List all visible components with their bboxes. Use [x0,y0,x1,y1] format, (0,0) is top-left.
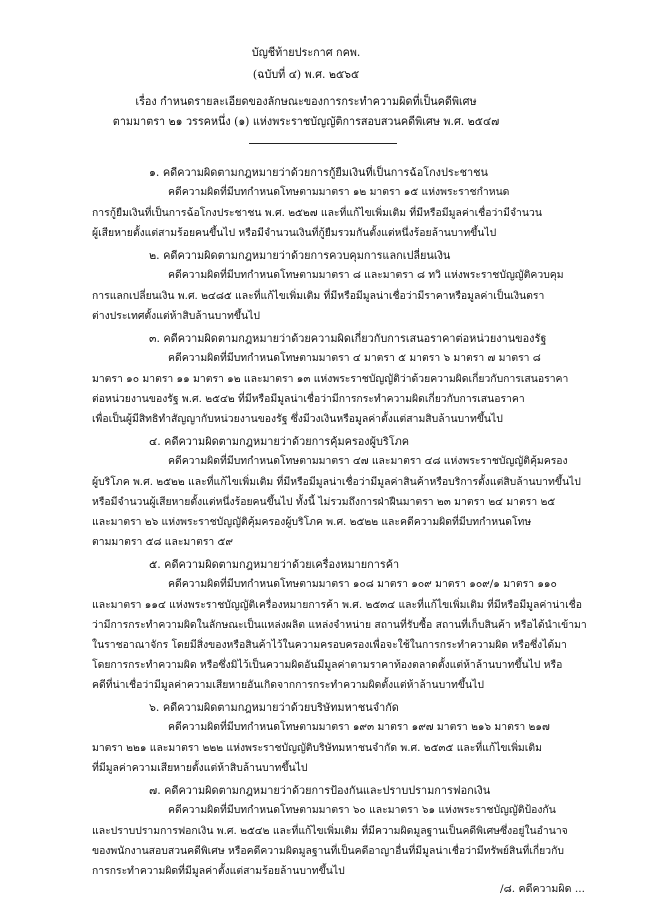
section-2-title: ๒. คดีความผิดตามกฎหมายว่าด้วยการควบคุมการแลกเปลี่ยนเงิน [149,249,451,262]
section-4-line: หรือมีจำนวนผู้เสียหายตั้งแต่หนึ่งร้อยคนขึ้นไป ทั้งนี้ ไม่รวมถึงการฝ่าฝืนมาตรา ๒๓ มาตรา ๒๔ มาตรา ๒๕ [92,496,556,508]
section-6-line: คดีความผิดที่มีบทกำหนดโทษตามมาตรา ๑๙๓ มาตรา ๑๙๗ มาตรา ๒๑๖ มาตรา ๒๑๗ [168,721,550,733]
section-4-line: และมาตรา ๒๖ แห่งพระราชบัญญัติคุ้มครองผู้บริโภค พ.ศ. ๒๕๒๒ และคดีความผิดที่มีบทกำหนดโทษ [92,516,532,528]
section-5-line: คดีที่น่าเชื่อว่ามีมูลค่าความเสียหายอันเกิดจากการกระทำความผิดตั้งแต่ห้าล้านบาทขึ้นไป [92,679,484,691]
section-3-line: มาตรา ๑๐ มาตรา ๑๑ มาตรา ๑๒ และมาตรา ๑๓ แห่งพระราชบัญญัติว่าด้วยความผิดเกี่ยวกับการเสนอราคา [92,373,569,385]
section-1-line: การกู้ยืมเงินที่เป็นการฉ้อโกงประชาชน พ.ศ. ๒๕๒๗ และที่แก้ไขเพิ่มเติม ที่มีหรือมีมูลค่าเชื่อว่ามีจำนวน [92,207,542,219]
header-title: บัญชีท้ายประกาศ กคพ. [251,45,361,59]
section-6-line: ที่มีมูลค่าความเสียหายตั้งแต่ห้าสิบล้านบาทขึ้นไป [92,762,308,774]
section-3-line: ต่อหน่วยงานของรัฐ พ.ศ. ๒๕๔๒ ที่มีหรือมีมูลน่าเชื่อว่ามีการกระทำความผิดเกี่ยวกับการเสนอราคา [92,393,525,405]
header-subject: เรื่อง กำหนดรายละเอียดของลักษณะของการกระทำความผิดที่เป็นคดีพิเศษ [135,94,477,108]
section-2-line: การแลกเปลี่ยนเงิน พ.ศ. ๒๔๘๕ และที่แก้ไขเพิ่มเติม ที่มีหรือมีมูลน่าเชื่อว่ามีราคาหรือมูลค่าเป็นเงินตรา [92,290,545,302]
section-4-line: ตามมาตรา ๕๘ และมาตรา ๕๙ [92,536,234,548]
section-7-title: ๗. คดีความผิดตามกฎหมายว่าด้วยการป้องกันและปราบปรามการฟอกเงิน [149,784,491,797]
header-edition: (ฉบับที่ ๔) พ.ศ. ๒๕๖๕ [252,67,360,81]
section-5-line: คดีความผิดที่มีบทกำหนดโทษตามมาตรา ๑๐๘ มาตรา ๑๐๙ มาตรา ๑๐๙/๑ มาตรา ๑๑๐ [168,578,557,590]
section-6-line: มาตรา ๒๒๑ และมาตรา ๒๒๒ แห่งพระราชบัญญัติบริษัทมหาชนจำกัด พ.ศ. ๒๕๓๕ และที่แก้ไขเพิ่มเติม [92,742,542,754]
section-7-line: ของพนักงานสอบสวนคดีพิเศษ หรือคดีความผิดมูลฐานที่เป็นคดีอาญาอื่นที่มีมูลน่าเชื่อว่ามีทรัพย์สินที่เกี่ยวกับ [92,845,564,857]
continuation-note: /๘. คดีความผิด ... [500,883,585,895]
section-5-line: โดยการกระทำความผิด หรือซึ่งมิไว้เป็นความผิดอันมีมูลค่าตามราคาท้องตลาดตั้งแต่ห้าล้านบาทขึ้นไป หรือ [92,659,563,671]
section-5-line: ในราชอาณาจักร โดยมีสิ่งของหรือสินค้าไว้ในความครอบครองเพื่อจะใช้ในการกระทำความผิด หรือซึ่งได้มา [92,639,567,651]
section-7-line: การกระทำความผิดที่มีมูลค่าตั้งแต่สามร้อยล้านบาทขึ้นไป [92,865,345,877]
section-4-line: คดีความผิดที่มีบทกำหนดโทษตามมาตรา ๔๗ และมาตรา ๔๘ แห่งพระราชบัญญัติคุ้มครอง [168,455,568,467]
section-1-line: คดีความผิดที่มีบทกำหนดโทษตามมาตรา ๑๒ มาตรา ๑๕ แห่งพระราชกำหนด [168,186,510,198]
section-4-line: ผู้บริโภค พ.ศ. ๒๕๒๒ และที่แก้ไขเพิ่มเติม ที่มีหรือมีมูลน่าเชื่อว่ามีมูลค่าสินค้าหรือบริการตั้งแต่สิบล้านบาทขึ้นไป [92,476,581,488]
section-1-line: ผู้เสียหายตั้งแต่สามร้อยคนขึ้นไป หรือมีจำนวนเงินที่กู้ยืมรวมกันตั้งแต่หนึ่งร้อยล้านบาทขึ้นไป [92,227,497,239]
section-7-line: คดีความผิดที่มีบทกำหนดโทษตามมาตรา ๖๐ และมาตรา ๖๑ แห่งพระราชบัญญัติป้องกัน [168,804,556,816]
header-reference: ตามมาตรา ๒๑ วรรคหนึ่ง (๑) แห่งพระราชบัญญัติการสอบสวนคดีพิเศษ พ.ศ. ๒๕๔๗ [112,114,500,128]
section-4-title: ๔. คดีความผิดตามกฎหมายว่าด้วยการคุ้มครองผู้บริโภค [149,435,410,448]
section-5-line: ว่ามีการกระทำความผิดในลักษณะเป็นแหล่งผลิต แหล่งจำหน่าย สถานที่รับซื้อ สถานที่เก็บสินค้า หรือได้นำเข้ามา [92,619,587,631]
section-2-line: ต่างประเทศตั้งแต่ห้าสิบล้านบาทขึ้นไป [92,310,260,322]
section-5-title: ๕. คดีความผิดตามกฎหมายว่าด้วยเครื่องหมายการค้า [149,558,400,571]
section-3-line: เพื่อเป็นผู้มีสิทธิทำสัญญากับหน่วยงานของรัฐ ซึ่งมีวงเงินหรือมูลค่าตั้งแต่สามสิบล้านบาทขึ้นไป [92,413,503,425]
section-1-title: ๑. คดีความผิดตามกฎหมายว่าด้วยการกู้ยืมเงินที่เป็นการฉ้อโกงประชาชน [149,166,488,179]
section-3-line: คดีความผิดที่มีบทกำหนดโทษตามมาตรา ๔ มาตรา ๕ มาตรา ๖ มาตรา ๗ มาตรา ๘ [168,352,541,364]
header-divider [249,143,397,144]
section-6-title: ๖. คดีความผิดตามกฎหมายว่าด้วยบริษัทมหาชนจำกัด [149,701,399,714]
section-3-title: ๓. คดีความผิดตามกฎหมายว่าด้วยความผิดเกี่ยวกับการเสนอราคาต่อหน่วยงานของรัฐ [149,332,547,345]
section-7-line: และปราบปรามการฟอกเงิน พ.ศ. ๒๕๔๒ และที่แก้ไขเพิ่มเติม ที่มีความผิดมูลฐานเป็นคดีพิเศษซึ่งอยู่ในอำนาจ [92,825,568,837]
section-2-line: คดีความผิดที่มีบทกำหนดโทษตามมาตรา ๘ และมาตรา ๘ ทวิ แห่งพระราชบัญญัติควบคุม [168,269,564,281]
section-5-line: และมาตรา ๑๑๔ แห่งพระราชบัญญัติเครื่องหมายการค้า พ.ศ. ๒๕๓๔ และที่แก้ไขเพิ่มเติม ที่มีหรือมีมูลค่าน่าเชื่อ [92,599,582,611]
